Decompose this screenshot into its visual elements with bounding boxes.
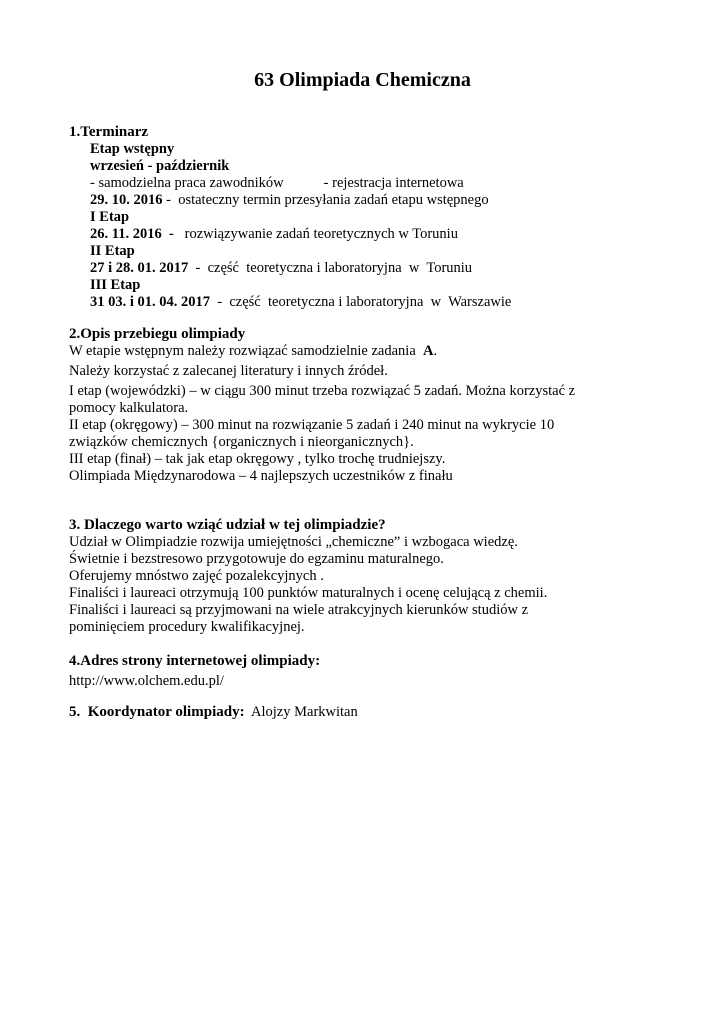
section-description — [69, 326, 669, 485]
desc-line-6: Olimpiada Międzynarodowa – 4 najlepszych uczestników z finału — [69, 468, 453, 484]
desc-line-1 — [69, 343, 669, 360]
section-website — [69, 653, 669, 690]
desc-line-4b: związków chemicznych {organicznych i nieorganicznych}. — [69, 434, 414, 450]
why-line-4: Finaliści i laureaci otrzymują 100 punktów maturalnych i ocenę celującą z chemii. — [69, 585, 548, 601]
why-line-3: Oferujemy mnóstwo zajęć pozalekcyjnych . — [69, 568, 324, 584]
schedule — [69, 141, 669, 311]
stage-1: I Etap — [90, 209, 130, 225]
desc-line-3b: pomocy kalkulatora. — [69, 400, 189, 416]
stage-2: II Etap — [90, 243, 135, 259]
deadline-row — [90, 192, 669, 209]
desc-line-5: III etap (finał) – tak jak etap okręgowy , tylko trochę trudniejszy. — [69, 451, 446, 467]
section-why — [69, 517, 669, 636]
coordinator-row — [69, 704, 669, 721]
desc-line-4a: II etap (okręgowy) – 300 minut na rozwiązanie 5 zadań i 240 minut na wykrycie 10 — [69, 417, 555, 433]
stage-3: III Etap — [90, 277, 141, 293]
stage-1-sep: - — [161, 226, 174, 242]
desc-line-2: Należy korzystać z zalecanej literatury i innych źródeł. — [69, 363, 388, 379]
stage-3-text: - część teoretyczna i laboratoryjna w Warszawie — [210, 294, 512, 310]
stage-1-date: 26. 11. 2016 — [90, 226, 162, 242]
section-heading-description: 2.Opis przebiegu olimpiady — [69, 326, 246, 342]
section-heading-terminarz: 1.Terminarz — [69, 124, 149, 140]
section-heading-why: 3. Dlaczego warto wziąć udział w tej olimpiadzie? — [69, 517, 386, 533]
section-heading-website: 4.Adres strony internetowej olimpiady: — [69, 653, 321, 669]
desc-line-1-bold: A — [423, 343, 434, 359]
item-independent-work: - samodzielna praca zawodników — [90, 175, 284, 191]
item-online-registration: - rejestracja internetowa — [323, 175, 464, 191]
coordinator-name: Alojzy Markwitan — [244, 704, 358, 720]
deadline-date: 29. 10. 2016 — [90, 192, 163, 208]
preliminary-items — [90, 175, 669, 192]
stage-1-row — [90, 226, 669, 243]
stage-preliminary: Etap wstępny — [90, 141, 175, 157]
section-heading-coordinator: 5. Koordynator olimpiady: — [69, 704, 245, 720]
why-line-2: Świetnie i bezstresowo przygotowuje do egzaminu maturalnego. — [69, 551, 444, 567]
why-line-5b: pominięciem procedury kwalifikacyjnej. — [69, 619, 305, 635]
stage-3-row — [90, 294, 669, 311]
stage-3-date: 31 03. i 01. 04. 2017 — [90, 294, 211, 310]
why-line-1: Udział w Olimpiadzie rozwija umiejętności „chemiczne” i wzbogaca wiedzę. — [69, 534, 518, 550]
page-title: 63 Olimpiada Chemiczna — [254, 69, 471, 91]
stage-1-text: rozwiązywanie zadań teoretycznych w Toruniu — [173, 226, 458, 242]
desc-line-1-end: . — [433, 343, 438, 359]
desc-line-1-text: W etapie wstępnym należy rozwiązać samodzielnie zadania — [69, 343, 424, 359]
desc-line-3a: I etap (wojewódzki) – w ciągu 300 minut trzeba rozwiązać 5 zadań. Można korzystać z — [69, 383, 576, 399]
section-terminarz — [69, 124, 669, 311]
stage-preliminary-months: wrzesień - październik — [90, 158, 230, 174]
section-coordinator — [69, 704, 669, 721]
why-line-5a: Finaliści i laureaci są przyjmowani na wiele atrakcyjnych kierunków studiów z — [69, 602, 529, 618]
deadline-text: - ostateczny termin przesyłania zadań etapu wstępnego — [162, 192, 489, 208]
website-url[interactable]: http://www.olchem.edu.pl/ — [69, 673, 224, 689]
stage-2-text: - część teoretyczna i laboratoryjna w Toruniu — [188, 260, 473, 276]
stage-2-row — [90, 260, 669, 277]
stage-2-date: 27 i 28. 01. 2017 — [90, 260, 189, 276]
